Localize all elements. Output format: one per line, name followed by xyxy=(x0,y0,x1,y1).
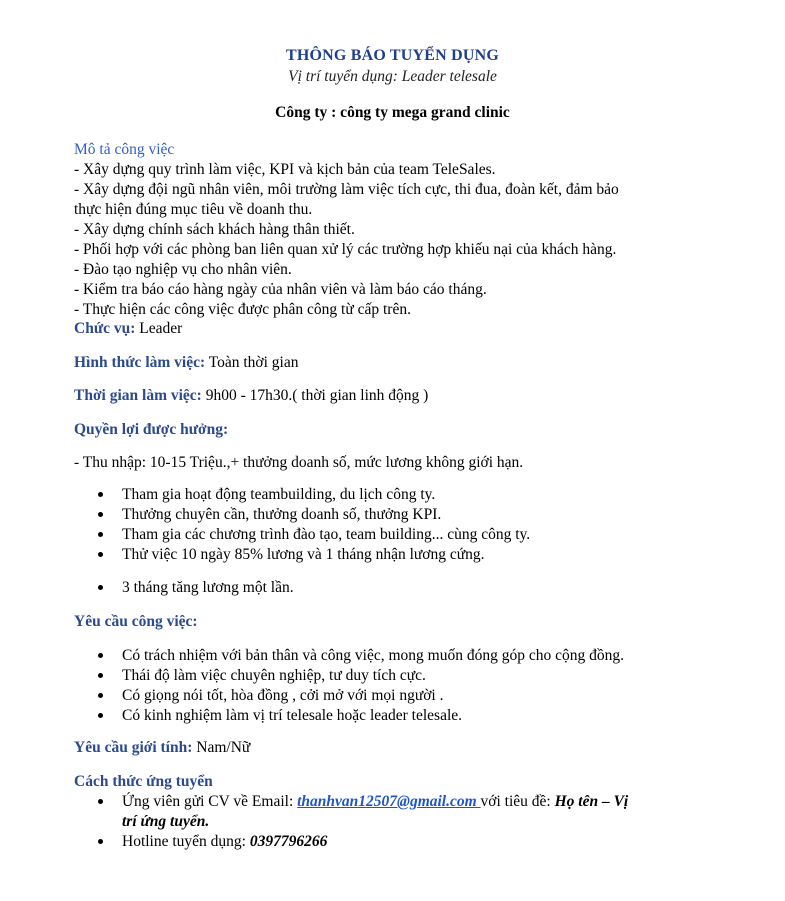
gender-label: Yêu cầu giới tính: xyxy=(74,739,193,756)
benefit-text: 3 tháng tăng lương một lần. xyxy=(122,579,294,596)
apply-cv-subject-continued: trí ứng tuyển. xyxy=(122,813,210,830)
work-type-label: Hình thức làm việc: xyxy=(74,354,206,371)
requirement-text: Có trách nhiệm với bản thân và công việc, mong muốn đóng góp cho cộng đồng. xyxy=(122,647,624,664)
benefit-text: Tham gia các chương trình đào tạo, team building... cùng công ty. xyxy=(122,526,531,543)
bullet-icon xyxy=(98,713,103,718)
job-description-heading: Mô tả công việc xyxy=(74,141,175,158)
bullet-icon xyxy=(98,512,103,517)
job-description-line: - Xây dựng đội ngũ nhân viên, môi trường làm việc tích cực, thi đua, đoàn kết, đảm bảo xyxy=(74,181,619,198)
apply-cv-subject: Họ tên – Vị xyxy=(554,793,629,810)
gender-value: Nam/Nữ xyxy=(192,739,251,756)
gender-row xyxy=(74,738,250,758)
work-type-row xyxy=(74,353,299,373)
job-description-list xyxy=(74,160,619,320)
job-description-line: thực hiện đúng mục tiêu về doanh thu. xyxy=(74,201,313,218)
email-link[interactable]: thanhvan12507@gmail.com xyxy=(297,793,481,810)
hotline-text xyxy=(122,832,327,852)
bullet-icon xyxy=(98,693,103,698)
requirement-text: Có giọng nói tốt, hòa đồng , cởi mở với mọi người . xyxy=(122,687,444,704)
benefit-text: Thưởng chuyên cần, thưởng doanh số, thưởng KPI. xyxy=(122,506,442,523)
benefit-text: Tham gia hoạt động teambuilding, du lịch công ty. xyxy=(122,486,436,503)
bullet-icon xyxy=(98,532,103,537)
requirement-text: Thái độ làm việc chuyên nghiệp, tư duy tích cực. xyxy=(122,667,426,684)
bullet-icon xyxy=(98,585,103,590)
role-row xyxy=(74,319,182,339)
job-description-line: - Phối hợp với các phòng ban liên quan xử lý các trường hợp khiếu nại của khách hàng. xyxy=(74,241,617,258)
work-time-label: Thời gian làm việc: xyxy=(74,387,202,404)
work-type-value: Toàn thời gian xyxy=(205,354,299,371)
requirements-heading: Yêu cầu công việc: xyxy=(74,613,198,630)
bullet-icon xyxy=(98,839,103,844)
job-description-line: - Xây dựng chính sách khách hàng thân thiết. xyxy=(74,221,355,238)
bullet-icon xyxy=(98,492,103,497)
job-description-line: - Xây dựng quy trình làm việc, KPI và kịch bản của team TeleSales. xyxy=(74,161,496,178)
position-subtitle: Vị trí tuyển dụng: Leader telesale xyxy=(288,68,497,85)
income-line: - Thu nhập: 10-15 Triệu.,+ thưởng doanh số, mức lương không giới hạn. xyxy=(74,454,524,471)
role-label: Chức vụ: xyxy=(74,320,136,337)
company-line: Công ty : công ty mega grand clinic xyxy=(275,104,510,121)
requirement-text: Có kinh nghiệm làm vị trí telesale hoặc leader telesale. xyxy=(122,707,463,724)
work-time-value: 9h00 - 17h30.( thời gian linh động ) xyxy=(201,387,429,404)
bullet-icon xyxy=(98,799,103,804)
benefit-text: Thử việc 10 ngày 85% lương và 1 tháng nhận lương cứng. xyxy=(122,546,485,563)
page-title: THÔNG BÁO TUYỂN DỤNG xyxy=(285,47,500,64)
job-description-line: - Kiểm tra báo cáo hàng ngày của nhân viên và làm báo cáo tháng. xyxy=(74,281,487,298)
role-value: Leader xyxy=(135,320,183,337)
apply-cv-text xyxy=(122,792,628,812)
apply-heading: Cách thức ứng tuyển xyxy=(74,773,213,790)
bullet-icon xyxy=(98,552,103,557)
benefits-heading: Quyền lợi được hưởng: xyxy=(74,421,229,438)
bullet-icon xyxy=(98,653,103,658)
hotline-number: 0397796266 xyxy=(249,833,328,850)
work-time-row xyxy=(74,386,428,406)
job-description-line: - Đào tạo nghiệp vụ cho nhân viên. xyxy=(74,261,292,278)
bullet-icon xyxy=(98,673,103,678)
job-description-line: - Thực hiện các công việc được phân công từ cấp trên. xyxy=(74,301,411,318)
hotline-label: Hotline tuyển dụng: xyxy=(122,833,250,850)
apply-cv-middle: với tiêu đề: xyxy=(480,793,555,810)
apply-cv-prefix: Ứng viên gửi CV về Email: xyxy=(122,793,298,810)
